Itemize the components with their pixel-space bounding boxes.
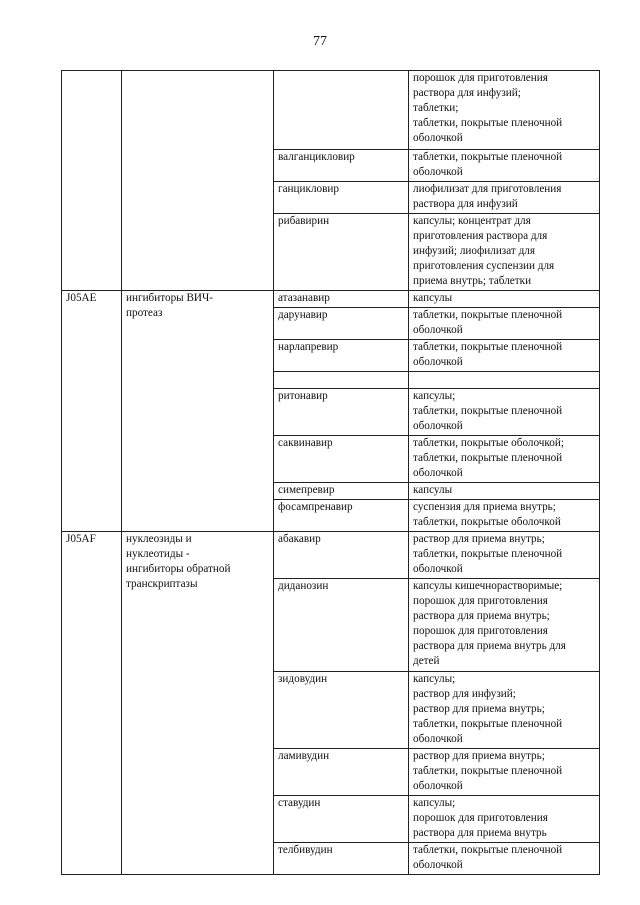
dosage-form-line: оболочкой [413, 563, 463, 575]
drug-name: симепревир [278, 484, 335, 496]
drug-name-cell [274, 71, 409, 150]
dosage-form-line: порошок для приготовления [413, 812, 548, 824]
dosage-form-line: таблетки, покрытые пленочной [413, 117, 563, 129]
dosage-form-line: оболочкой [413, 780, 463, 792]
dosage-form-line: капсулы; [413, 673, 456, 685]
drug-name-cell [274, 214, 409, 291]
dosage-form-cell [409, 483, 600, 500]
drug-name: фосампренавир [278, 501, 353, 513]
dosage-form-line: приготовления суспензии для [413, 260, 555, 272]
dosage-form-line: детей [413, 655, 440, 667]
dosage-form-line: раствор для приема внутрь; [413, 750, 545, 762]
drug-name-cell [274, 291, 409, 308]
dosage-form-cell [409, 389, 600, 436]
drug-name: саквинавир [278, 437, 333, 449]
dosage-form-cell [409, 532, 600, 579]
dosage-form-line: таблетки; [413, 102, 459, 114]
dosage-form-cell [409, 340, 600, 372]
drug-group-line: ингибиторы обратной [126, 563, 231, 575]
drug-name-cell [274, 749, 409, 796]
dosage-form-line: лиофилизат для приготовления [413, 183, 562, 195]
dosage-form-cell [409, 214, 600, 291]
dosage-form-line: порошок для приготовления [413, 625, 548, 637]
atc-code: J05AE [66, 292, 97, 304]
drug-name-cell [274, 308, 409, 340]
drug-name-cell [274, 150, 409, 182]
drug-name: диданозин [278, 580, 329, 592]
dosage-form-line: инфузий; лиофилизат для [413, 245, 536, 257]
dosage-form-line: раствора для инфузий [413, 198, 518, 210]
dosage-form-line: таблетки, покрытые пленочной [413, 718, 563, 730]
table-row [62, 71, 600, 150]
dosage-form-line: таблетки, покрытые пленочной [413, 765, 563, 777]
atc-code-cell [62, 291, 122, 532]
drug-name: телбивудин [278, 844, 333, 856]
dosage-form-line: таблетки, покрытые пленочной [413, 151, 563, 163]
dosage-form-cell [409, 372, 600, 389]
dosage-form-line: порошок для приготовления [413, 72, 548, 84]
drug-name: дарунавир [278, 309, 328, 321]
dosage-form-cell [409, 796, 600, 843]
drug-name: атазанавир [278, 292, 330, 304]
drug-group-cell [122, 71, 274, 291]
dosage-form-cell [409, 579, 600, 672]
drug-name-cell [274, 843, 409, 875]
dosage-form-line: таблетки, покрытые пленочной [413, 452, 563, 464]
drug-name-cell [274, 340, 409, 372]
drug-name: зидовудин [278, 673, 328, 685]
drug-name-cell [274, 796, 409, 843]
dosage-form-line: раствора для приема внутрь [413, 827, 547, 839]
dosage-form-line: капсулы [413, 484, 453, 496]
drug-group-line: нуклеозиды и [126, 533, 192, 545]
drug-name-cell [274, 483, 409, 500]
dosage-form-line: оболочкой [413, 467, 463, 479]
dosage-form-line: оболочкой [413, 324, 463, 336]
drug-name: валганцикловир [278, 151, 355, 163]
drug-name-cell [274, 532, 409, 579]
dosage-form-line: таблетки, покрытые оболочкой; [413, 437, 564, 449]
drug-name: ставудин [278, 797, 321, 809]
drug-name-cell [274, 389, 409, 436]
atc-code-cell [62, 71, 122, 291]
dosage-form-cell [409, 436, 600, 483]
drug-group-line: протеаз [126, 307, 163, 319]
atc-code-cell [62, 532, 122, 875]
dosage-form-line: суспензия для приема внутрь; [413, 501, 556, 513]
dosage-form-cell [409, 71, 600, 150]
dosage-form-line: раствора для приема внутрь; [413, 610, 550, 622]
dosage-form-line: оболочкой [413, 420, 463, 432]
dosage-form-cell [409, 150, 600, 182]
dosage-form-cell [409, 291, 600, 308]
atc-code: J05AF [66, 533, 96, 545]
dosage-form-line: приготовления раствора для [413, 230, 548, 242]
dosage-form-line: таблетки, покрытые пленочной [413, 341, 563, 353]
dosage-form-line: таблетки, покрытые оболочкой [413, 516, 561, 528]
drug-name: ламивудин [278, 750, 330, 762]
dosage-form-line: приема внутрь; таблетки [413, 275, 532, 287]
dosage-form-line: оболочкой [413, 859, 463, 871]
drug-name: ритонавир [278, 390, 328, 402]
drug-name-cell [274, 672, 409, 749]
drug-name-cell [274, 436, 409, 483]
dosage-form-line: оболочкой [413, 356, 463, 368]
dosage-form-line: капсулы [413, 292, 453, 304]
dosage-form-cell [409, 749, 600, 796]
dosage-form-cell [409, 843, 600, 875]
dosage-form-line: таблетки, покрытые пленочной [413, 405, 563, 417]
table-row [62, 291, 600, 308]
drug-group-cell [122, 291, 274, 532]
dosage-form-line: оболочкой [413, 132, 463, 144]
drug-group-line: ингибиторы ВИЧ- [126, 292, 214, 304]
dosage-form-line: капсулы; концентрат для [413, 215, 531, 227]
dosage-form-line: оболочкой [413, 166, 463, 178]
drug-group-line: транскриптазы [126, 578, 198, 590]
dosage-form-cell [409, 500, 600, 532]
dosage-form-line: раствор для приема внутрь; [413, 533, 545, 545]
drug-name-cell [274, 579, 409, 672]
dosage-form-cell [409, 672, 600, 749]
dosage-form-line: капсулы; [413, 390, 456, 402]
dosage-form-line: раствор для инфузий; [413, 688, 516, 700]
dosage-form-line: раствор для приема внутрь; [413, 703, 545, 715]
dosage-form-line: таблетки, покрытые пленочной [413, 844, 563, 856]
dosage-form-line: раствора для приема внутрь для [413, 640, 566, 652]
dosage-form-line: таблетки, покрытые пленочной [413, 548, 563, 560]
medication-table [61, 70, 600, 875]
dosage-form-line: порошок для приготовления [413, 595, 548, 607]
drug-name-cell [274, 500, 409, 532]
drug-group-cell [122, 532, 274, 875]
drug-name: ганцикловир [278, 183, 339, 195]
dosage-form-cell [409, 308, 600, 340]
page-number: 77 [313, 34, 327, 49]
drug-group-line: нуклеотиды - [126, 548, 190, 560]
drug-name-cell [274, 182, 409, 214]
dosage-form-line: оболочкой [413, 733, 463, 745]
drug-name: рибавирин [278, 215, 330, 227]
dosage-form-line: капсулы кишечнорастворимые; [413, 580, 563, 592]
dosage-form-line: раствора для инфузий; [413, 87, 521, 99]
drug-name: нарлапревир [278, 341, 339, 353]
dosage-form-line: капсулы; [413, 797, 456, 809]
drug-name-cell [274, 372, 409, 389]
drug-name: абакавир [278, 533, 321, 545]
dosage-form-cell [409, 182, 600, 214]
table-row [62, 532, 600, 579]
dosage-form-line: таблетки, покрытые пленочной [413, 309, 563, 321]
